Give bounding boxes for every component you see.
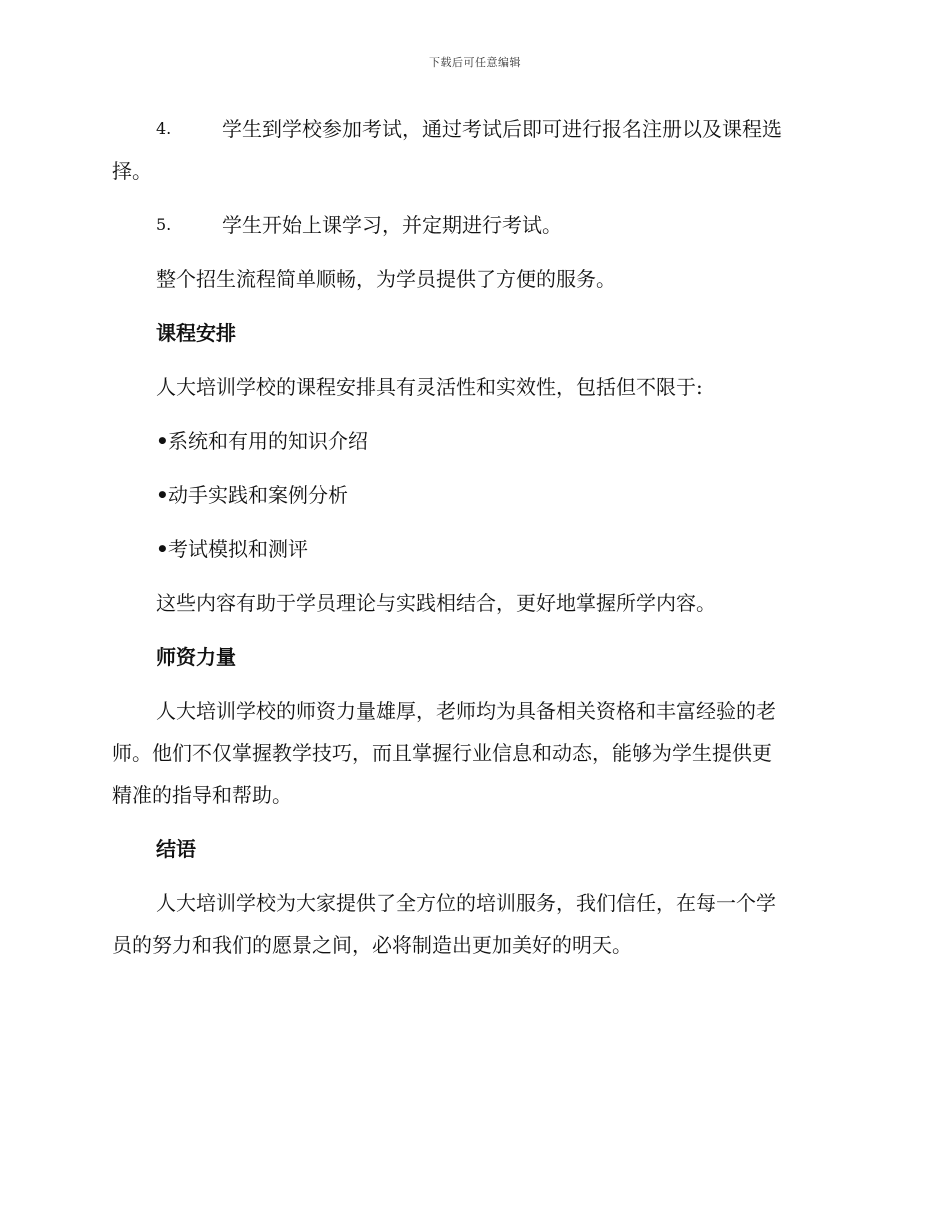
paragraph-line: 师。他们不仅掌握教学技巧，而且掌握行业信息和动态，能够为学生提供更: [112, 741, 772, 765]
step-item-4: [112, 108, 832, 192]
conclusion-paragraph: [112, 882, 832, 966]
list-item-text: 系统和有用的知识介绍: [168, 429, 368, 453]
paragraph-line: 人大培训学校为大家提供了全方位的培训服务，我们信任，在每一个学: [156, 891, 776, 915]
section-heading-courses: 课程安排: [156, 321, 236, 345]
list-item-text: 考试模拟和测评: [168, 537, 308, 561]
list-item-text: 动手实践和案例分析: [168, 483, 348, 507]
paragraph-line: 员的努力和我们的愿景之间，必将制造出更加美好的明天。: [112, 933, 632, 957]
document-body: [112, 108, 832, 966]
bullet-icon: •: [156, 537, 169, 561]
courses-intro: 人大培训学校的课程安排具有灵活性和实效性，包括但不限于:: [156, 375, 703, 399]
enroll-summary: 整个招生流程简单顺畅，为学员提供了方便的服务。: [156, 267, 616, 291]
section-heading-conclusion: 结语: [156, 837, 196, 861]
paragraph-line: 人大培训学校的师资力量雄厚，老师均为具备相关资格和丰富经验的老: [156, 699, 776, 723]
step-number: 4.: [156, 119, 172, 138]
bullet-icon: •: [156, 483, 169, 507]
page-header-note: 下载后可任意编辑: [429, 56, 521, 69]
bullet-icon: •: [156, 429, 169, 453]
list-item: [112, 420, 832, 462]
step-item-5: [112, 204, 832, 246]
step-text-line: 学生到学校参加考试，通过考试后即可进行报名注册以及课程选: [222, 117, 782, 141]
step-number: 5.: [156, 215, 172, 234]
list-item: [112, 528, 832, 570]
teachers-paragraph: [112, 690, 832, 816]
step-text-line: 学生开始上课学习，并定期进行考试。: [222, 213, 562, 237]
courses-summary: 这些内容有助于学员理论与实践相结合，更好地掌握所学内容。: [156, 591, 716, 615]
step-text-line: 择。: [112, 159, 152, 183]
section-heading-teachers: 师资力量: [156, 645, 236, 669]
paragraph-line: 精准的指导和帮助。: [112, 783, 292, 807]
list-item: [112, 474, 832, 516]
